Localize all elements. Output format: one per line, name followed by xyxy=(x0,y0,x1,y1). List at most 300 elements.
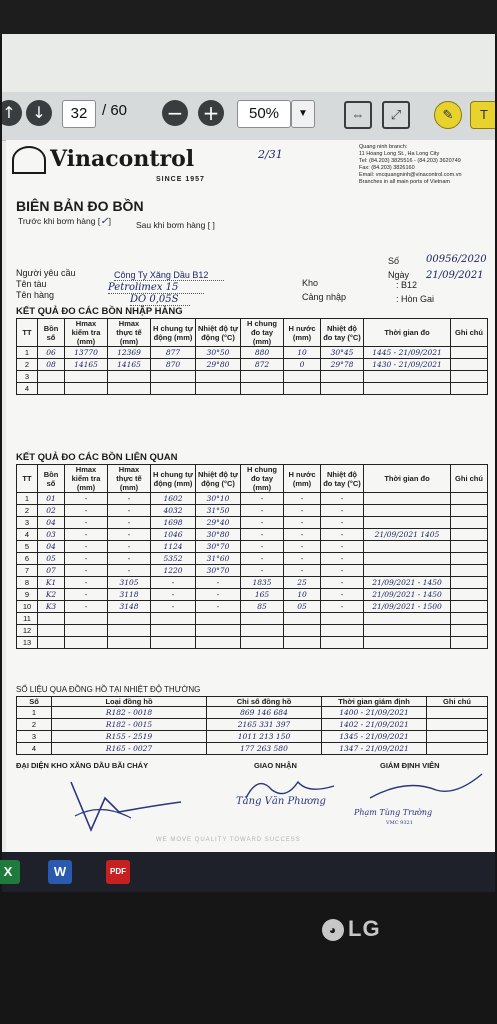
table-row xyxy=(17,707,488,719)
table-cell xyxy=(65,625,108,637)
table-cell xyxy=(65,383,108,395)
table-cell: 8 xyxy=(17,577,38,589)
table-row xyxy=(17,541,488,553)
table-cell: 165 xyxy=(241,589,284,601)
table-cell xyxy=(241,371,284,383)
table-cell: 4 xyxy=(17,743,52,755)
table-cell: - xyxy=(108,505,151,517)
fit-page-icon[interactable]: ⤢ xyxy=(382,101,410,129)
col-header: Chỉ số đồng hồ xyxy=(207,697,322,707)
table-cell xyxy=(364,493,451,505)
table-cell: 1347 - 21/09/2021 xyxy=(322,743,427,755)
table-cell: 29°80 xyxy=(196,359,241,371)
table-cell: K3 xyxy=(38,601,65,613)
inspector-signature-name: Phạm Tùng Trường xyxy=(354,808,433,817)
sig-label-inspector: GIÁM ĐỊNH VIÊN xyxy=(380,761,440,770)
table-cell xyxy=(151,625,196,637)
table-cell xyxy=(196,383,241,395)
kho-value: : B12 xyxy=(396,280,418,290)
table-cell: - xyxy=(241,565,284,577)
table-row xyxy=(17,553,488,565)
table-cell: - xyxy=(321,589,364,601)
table-cell: 08 xyxy=(38,359,65,371)
meters-rows xyxy=(17,707,488,755)
col-header: Nhiệt độ tự động (°C) xyxy=(196,465,241,493)
table-cell: - xyxy=(241,517,284,529)
table-cell: - xyxy=(151,577,196,589)
table-cell: 872 xyxy=(241,359,284,371)
table-cell xyxy=(451,613,488,625)
table-cell: 3118 xyxy=(108,589,151,601)
table-cell xyxy=(451,371,488,383)
table-cell: 14165 xyxy=(108,359,151,371)
table-cell: 14165 xyxy=(65,359,108,371)
col-header: Nhiệt độ tự động (°C) xyxy=(196,319,241,347)
table-cell xyxy=(451,383,488,395)
col-header: Ghi chú xyxy=(451,319,488,347)
table-cell: - xyxy=(108,493,151,505)
table-cell xyxy=(451,637,488,649)
table-row xyxy=(17,577,488,589)
col-header: Nhiệt độ đo tay (°C) xyxy=(321,319,364,347)
lg-text: LG xyxy=(348,916,381,941)
table-cell: R165 - 0027 xyxy=(52,743,207,755)
table-cell xyxy=(427,743,488,755)
table-cell: - xyxy=(284,529,321,541)
table-cell xyxy=(108,371,151,383)
col-header: Số xyxy=(17,697,52,707)
table-cell xyxy=(196,625,241,637)
table-cell xyxy=(108,637,151,649)
col-header: Ghi chú xyxy=(451,465,488,493)
table-cell xyxy=(321,371,364,383)
col-header: Hmax kiểm tra (mm) xyxy=(65,319,108,347)
table-cell xyxy=(451,541,488,553)
table-cell: - xyxy=(321,553,364,565)
table-cell xyxy=(364,371,451,383)
table-cell: - xyxy=(108,541,151,553)
table-cell xyxy=(151,613,196,625)
document-page xyxy=(6,140,495,886)
table-cell xyxy=(241,383,284,395)
table-cell: - xyxy=(284,565,321,577)
col-header: Hmax thực tế (mm) xyxy=(108,319,151,347)
table-cell: 01 xyxy=(38,493,65,505)
pdf-toolbar xyxy=(2,92,495,141)
table-cell xyxy=(451,505,488,517)
table-cell: - xyxy=(241,529,284,541)
table-cell: - xyxy=(65,541,108,553)
comment-icon[interactable]: ✎ xyxy=(434,101,462,129)
table-cell: 3148 xyxy=(108,601,151,613)
table-cell: R182 - 0018 xyxy=(52,707,207,719)
logo-since: SINCE 1957 xyxy=(156,176,205,183)
table-cell: 869 146 684 xyxy=(207,707,322,719)
table-row xyxy=(17,637,488,649)
col-header: Bồn số xyxy=(38,465,65,493)
table-cell: - xyxy=(65,529,108,541)
table-row xyxy=(17,371,488,383)
table-cell xyxy=(321,613,364,625)
table-cell: 30°70 xyxy=(196,565,241,577)
table-cell xyxy=(151,371,196,383)
table-cell xyxy=(241,625,284,637)
page-total-label: / 60 xyxy=(102,102,128,119)
word-taskbar-icon[interactable]: W xyxy=(48,860,72,884)
address-line: Email: vncquangninh@vinacontrol.com.vn xyxy=(359,172,462,178)
table-cell: - xyxy=(65,589,108,601)
scale-logo-icon xyxy=(12,146,46,174)
company-logo xyxy=(12,146,194,174)
table-cell: - xyxy=(241,493,284,505)
table-cell xyxy=(38,371,65,383)
table-cell: 12 xyxy=(17,625,38,637)
table-cell: 870 xyxy=(151,359,196,371)
goods-value: DO 0,05S xyxy=(130,294,190,306)
table-cell: - xyxy=(284,553,321,565)
date-label: Ngày xyxy=(388,270,410,280)
table-cell xyxy=(427,707,488,719)
table-cell: 06 xyxy=(38,347,65,359)
ship-value: Petrolimex 15 xyxy=(108,282,204,294)
table-row xyxy=(17,719,488,731)
table-row xyxy=(17,505,488,517)
table-cell: 13770 xyxy=(65,347,108,359)
table-cell: 3 xyxy=(17,371,38,383)
table-cell xyxy=(38,637,65,649)
col-header: H chung tự động (mm) xyxy=(151,319,196,347)
table-cell: 85 xyxy=(241,601,284,613)
section-meters: SỐ LIỆU QUA ĐỒNG HỒ TẠI NHIỆT ĐỘ THƯỜNG xyxy=(16,685,201,694)
table-cell: 4 xyxy=(17,529,38,541)
table-cell: - xyxy=(321,505,364,517)
table-cell xyxy=(284,383,321,395)
table-cell: 2 xyxy=(17,719,52,731)
table-cell: 30°80 xyxy=(196,529,241,541)
table-cell: - xyxy=(321,565,364,577)
table-cell: 29°78 xyxy=(321,359,364,371)
col-header: Thời gian giám định xyxy=(322,697,427,707)
table-row xyxy=(17,565,488,577)
table-cell: K2 xyxy=(38,589,65,601)
port-label: Cảng nhập xyxy=(302,292,347,302)
goods-label: Tên hàng xyxy=(16,290,55,300)
table-cell xyxy=(451,625,488,637)
table-cell: - xyxy=(65,577,108,589)
table-cell: 1220 xyxy=(151,565,196,577)
table-cell: 0 xyxy=(284,359,321,371)
table-cell xyxy=(451,347,488,359)
table-cell xyxy=(38,383,65,395)
before-pump-label: Trước khi bơm hàng [✓] xyxy=(18,216,111,227)
col-header: Nhiệt độ đo tay (°C) xyxy=(321,465,364,493)
table-cell: - xyxy=(284,505,321,517)
table-cell xyxy=(451,577,488,589)
table-cell: 1124 xyxy=(151,541,196,553)
related-tanks-table xyxy=(16,464,488,649)
table-cell xyxy=(451,601,488,613)
col-header: H chung tự động (mm) xyxy=(151,465,196,493)
table-cell: 11 xyxy=(17,613,38,625)
table-cell: - xyxy=(321,601,364,613)
col-header: H nước (mm) xyxy=(284,319,321,347)
table-cell: K1 xyxy=(38,577,65,589)
table-cell xyxy=(108,383,151,395)
table-cell: 30°50 xyxy=(196,347,241,359)
table-cell: - xyxy=(196,601,241,613)
table-cell: 04 xyxy=(38,541,65,553)
table-row xyxy=(17,731,488,743)
table-cell xyxy=(364,505,451,517)
table-cell: 12369 xyxy=(108,347,151,359)
ship-label: Tên tàu xyxy=(16,279,47,289)
lg-face-icon: ◕ xyxy=(322,919,344,941)
table-cell: 2 xyxy=(17,505,38,517)
zoom-level-input[interactable]: 50% xyxy=(237,100,291,128)
requester-value: Công Ty Xăng Dầu B12 xyxy=(114,270,224,281)
depot-signature xyxy=(61,772,191,842)
table-cell: 1 xyxy=(17,707,52,719)
table-cell xyxy=(38,625,65,637)
col-header: Loại đồng hồ xyxy=(52,697,207,707)
table-cell xyxy=(451,565,488,577)
table-cell: 1402 - 21/09/2021 xyxy=(322,719,427,731)
table-cell: 3105 xyxy=(108,577,151,589)
table-row xyxy=(17,613,488,625)
date-value: 21/09/2021 xyxy=(426,270,484,281)
table-cell xyxy=(196,613,241,625)
col-header: H chung đo tay (mm) xyxy=(241,319,284,347)
table-cell: 4 xyxy=(17,383,38,395)
table-row xyxy=(17,517,488,529)
table-row xyxy=(17,493,488,505)
table-cell: 1698 xyxy=(151,517,196,529)
inspector-code: VMC 9321 xyxy=(386,820,413,826)
table-cell xyxy=(364,565,451,577)
table-cell: 31°50 xyxy=(196,505,241,517)
after-pump-label: Sau khi bơm hàng [ ] xyxy=(136,220,215,230)
col-header: H chung đo tay (mm) xyxy=(241,465,284,493)
zoom-out-button[interactable]: − xyxy=(162,100,188,126)
table-row xyxy=(17,359,488,371)
address-line: Tel: (84.203) 3825516 - (84.203) 3620749 xyxy=(359,158,461,164)
table-row xyxy=(17,347,488,359)
import-tanks-table xyxy=(16,318,488,395)
table-cell xyxy=(38,613,65,625)
col-header: Thời gian đo xyxy=(364,465,451,493)
sig-label-delivery: GIAO NHẬN xyxy=(254,761,297,770)
table-cell: 7 xyxy=(17,565,38,577)
table-cell: 25 xyxy=(284,577,321,589)
monitor-bezel-top xyxy=(0,0,497,36)
table-cell: 1011 213 150 xyxy=(207,731,322,743)
table-cell: 4032 xyxy=(151,505,196,517)
table-cell xyxy=(284,371,321,383)
table-cell: 2165 331 397 xyxy=(207,719,322,731)
company-motto: WE MOVE QUALITY TOWARD SUCCESS xyxy=(156,837,301,843)
table-cell: 05 xyxy=(284,601,321,613)
table-cell: 10 xyxy=(284,589,321,601)
table-cell: - xyxy=(321,529,364,541)
meters-table xyxy=(16,696,488,755)
port-value: : Hòn Gai xyxy=(396,294,435,304)
table-cell: 02 xyxy=(38,505,65,517)
so-value: 00956/2020 xyxy=(426,254,487,265)
table-cell: 1430 - 21/09/2021 xyxy=(364,359,451,371)
col-header: Bồn số xyxy=(38,319,65,347)
excel-taskbar-icon[interactable]: X xyxy=(0,860,20,884)
table-cell: 31°60 xyxy=(196,553,241,565)
table-cell: - xyxy=(65,601,108,613)
table-cell: 177 263 580 xyxy=(207,743,322,755)
table-cell xyxy=(151,637,196,649)
windows-taskbar xyxy=(2,852,495,892)
table-cell: 21/09/2021 - 1500 xyxy=(364,601,451,613)
table-cell: - xyxy=(65,493,108,505)
page-number-input[interactable]: 32 xyxy=(62,100,96,128)
address-line: Fax: (84.203) 3826160 xyxy=(359,165,415,171)
table-cell: - xyxy=(321,541,364,553)
table-cell xyxy=(65,613,108,625)
table-cell: 10 xyxy=(17,601,38,613)
table-cell xyxy=(451,359,488,371)
table-cell xyxy=(364,383,451,395)
table-cell: 30°70 xyxy=(196,541,241,553)
col-header: TT xyxy=(17,465,38,493)
table-cell: - xyxy=(108,553,151,565)
col-header: H nước (mm) xyxy=(284,465,321,493)
table-cell: 877 xyxy=(151,347,196,359)
table-cell: 03 xyxy=(38,529,65,541)
col-header: Ghi chú xyxy=(427,697,488,707)
table-cell: - xyxy=(284,541,321,553)
table-cell: 21/09/2021 - 1450 xyxy=(364,577,451,589)
requester-label: Người yêu cầu xyxy=(16,268,76,278)
table-cell: 3 xyxy=(17,731,52,743)
pdf-taskbar-icon[interactable]: PDF xyxy=(106,860,130,884)
table-row xyxy=(17,743,488,755)
table-cell: R182 - 0015 xyxy=(52,719,207,731)
import-tanks-rows xyxy=(17,347,488,395)
table-cell: - xyxy=(196,577,241,589)
table-cell: - xyxy=(284,517,321,529)
table-cell xyxy=(284,637,321,649)
table-cell: - xyxy=(108,565,151,577)
table-cell xyxy=(108,613,151,625)
table-cell: 9 xyxy=(17,589,38,601)
pdf-viewer-screen xyxy=(2,34,495,886)
sig-label-depot: ĐẠI DIỆN KHO XĂNG DẦU BÃI CHÁY xyxy=(16,761,149,770)
so-label: Số xyxy=(388,256,400,266)
table-cell xyxy=(321,383,364,395)
table-cell: 1046 xyxy=(151,529,196,541)
text-tool-icon[interactable]: T xyxy=(470,101,495,129)
table-cell: - xyxy=(196,589,241,601)
table-cell xyxy=(151,383,196,395)
inspector-signature-scribble xyxy=(366,768,486,808)
handwritten-top-note: 2/31 xyxy=(258,148,283,161)
table-row xyxy=(17,589,488,601)
table-cell xyxy=(241,637,284,649)
table-cell xyxy=(321,637,364,649)
table-cell xyxy=(284,613,321,625)
table-row xyxy=(17,601,488,613)
table-cell: R155 - 2519 xyxy=(52,731,207,743)
table-cell: 10 xyxy=(284,347,321,359)
table-cell: - xyxy=(321,517,364,529)
table-cell: 30°45 xyxy=(321,347,364,359)
table-cell: 2 xyxy=(17,359,38,371)
table-cell: 21/09/2021 - 1450 xyxy=(364,589,451,601)
section-related-tanks: KẾT QUẢ ĐO CÁC BỒN LIÊN QUAN xyxy=(16,452,178,463)
kho-label: Kho xyxy=(302,278,319,288)
table-cell: 04 xyxy=(38,517,65,529)
table-cell: 1 xyxy=(17,347,38,359)
logo-text: Vinacontrol xyxy=(50,146,195,172)
table-cell: - xyxy=(65,553,108,565)
table-cell: 07 xyxy=(38,565,65,577)
col-header: TT xyxy=(17,319,38,347)
table-cell: 13 xyxy=(17,637,38,649)
table-cell: - xyxy=(65,517,108,529)
zoom-dropdown-chevron-icon[interactable]: ▼ xyxy=(291,100,315,128)
table-cell xyxy=(364,625,451,637)
table-cell xyxy=(364,613,451,625)
fit-width-icon[interactable]: ⇔ xyxy=(344,101,372,129)
table-cell: 3 xyxy=(17,517,38,529)
table-cell: 1400 - 21/09/2021 xyxy=(322,707,427,719)
table-cell: 5352 xyxy=(151,553,196,565)
table-cell xyxy=(284,625,321,637)
table-cell xyxy=(241,613,284,625)
page-down-icon[interactable]: ↓ xyxy=(26,100,52,126)
table-cell xyxy=(108,625,151,637)
table-cell xyxy=(65,371,108,383)
col-header: Hmax kiểm tra (mm) xyxy=(65,465,108,493)
table-cell: - xyxy=(108,517,151,529)
document-title: BIÊN BẢN ĐO BỒN xyxy=(16,198,144,214)
col-header: Hmax thực tế (mm) xyxy=(108,465,151,493)
table-cell: - xyxy=(108,529,151,541)
table-cell: 880 xyxy=(241,347,284,359)
company-address xyxy=(359,144,462,186)
address-line: Quang ninh branch: xyxy=(359,144,408,150)
table-cell xyxy=(196,371,241,383)
table-cell xyxy=(451,493,488,505)
section-import-tanks: KẾT QUẢ ĐO CÁC BỒN NHẬP HÀNG xyxy=(16,306,183,317)
table-cell: 1345 - 21/09/2021 xyxy=(322,731,427,743)
table-cell: - xyxy=(321,493,364,505)
table-cell: 6 xyxy=(17,553,38,565)
table-cell xyxy=(65,637,108,649)
page-up-icon[interactable]: ↑ xyxy=(2,100,22,126)
table-cell: 1445 - 21/09/2021 xyxy=(364,347,451,359)
table-cell xyxy=(196,637,241,649)
table-cell: - xyxy=(151,601,196,613)
table-cell: - xyxy=(321,577,364,589)
zoom-in-button[interactable]: + xyxy=(198,100,224,126)
table-cell xyxy=(451,589,488,601)
table-cell xyxy=(364,517,451,529)
table-cell: - xyxy=(241,541,284,553)
delivery-signature-name: Tăng Văn Phương xyxy=(236,796,326,807)
table-cell: 21/09/2021 1405 xyxy=(364,529,451,541)
table-cell xyxy=(364,637,451,649)
table-cell xyxy=(364,541,451,553)
table-row xyxy=(17,625,488,637)
table-cell: 29°40 xyxy=(196,517,241,529)
table-row xyxy=(17,529,488,541)
